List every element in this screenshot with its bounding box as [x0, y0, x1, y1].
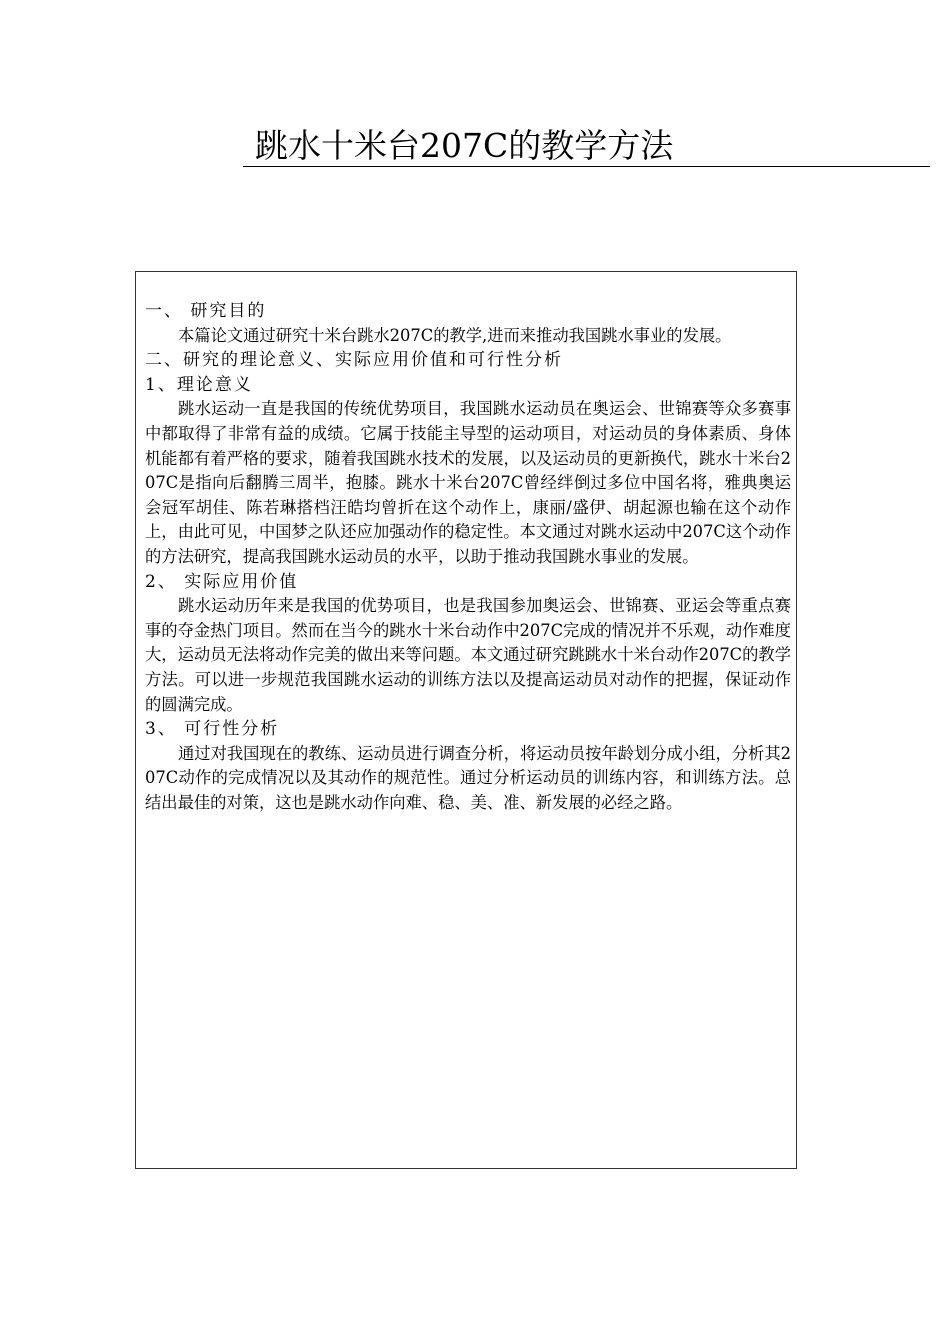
- title-underline: [243, 126, 930, 167]
- section-heading-feasibility: 3、 可行性分析: [145, 719, 280, 740]
- content-frame: [135, 271, 797, 1169]
- section-heading-application: 2、 实际应用价值: [145, 571, 299, 592]
- proposal-body: [145, 299, 791, 815]
- section-heading-purpose: 一、 研究目的: [145, 301, 267, 321]
- document-title: 跳水十米台207C的教学方法: [255, 126, 674, 165]
- section-heading-theory: 1、理论意义: [145, 374, 253, 395]
- section-paragraph-theory: 跳水运动一直是我国的传统优势项目，我国跳水运动员在奥运会、世锦赛等众多赛事中都取得了非常有益的成绩。它属于技能主导型的运动项目，对运动员的身体素质、身体机能都有着严格的要求，随着我国跳水技术的发展，以及运动员的更新换代，跳水十米台207C是指向后翻腾三周半，抱膝。跳水十米台207C曾经绊倒过多位中国名将，雅典奥运会冠军胡佳、陈若琳搭档汪皓均曾折在这个动作上，康丽/盛伊、胡起源也输在这个动作上，由此可见，中国梦之队还应加强动作的稳定性。本文通过对跳水运动中207C这个动作的方法研究，提高我国跳水运动员的水平，以助于推动我国跳水事业的发展。: [145, 399, 791, 566]
- section-paragraph-purpose: 本篇论文通过研究十米台跳水207C的教学,进而来推动我国跳水事业的发展。: [178, 325, 732, 345]
- section-heading-significance: 二、研究的理论意义、实际应用价值和可行性分析: [145, 350, 563, 371]
- section-paragraph-application: 跳水运动历年来是我国的优势项目，也是我国参加奥运会、世锦赛、亚运会等重点赛事的夺金热门项目。然而在当今的跳水十米台动作中207C完成的情况并不乐观，动作难度大，运动员无法将动作完美的做出来等问题。本文通过研究跳跳水十米台动作207C的教学方法。可以进一步规范我国跳水运动的训练方法以及提高运动员对动作的把握，保证动作的圆满完成。: [145, 596, 791, 714]
- section-paragraph-feasibility: 通过对我国现在的教练、运动员进行调查分析，将运动员按年龄划分成小组，分析其207C动作的完成情况以及其动作的规范性。通过分析运动员的训练内容，和训练方法。总结出最佳的对策，这也是跳水动作向难、稳、美、准、新发展的必经之路。: [145, 743, 791, 812]
